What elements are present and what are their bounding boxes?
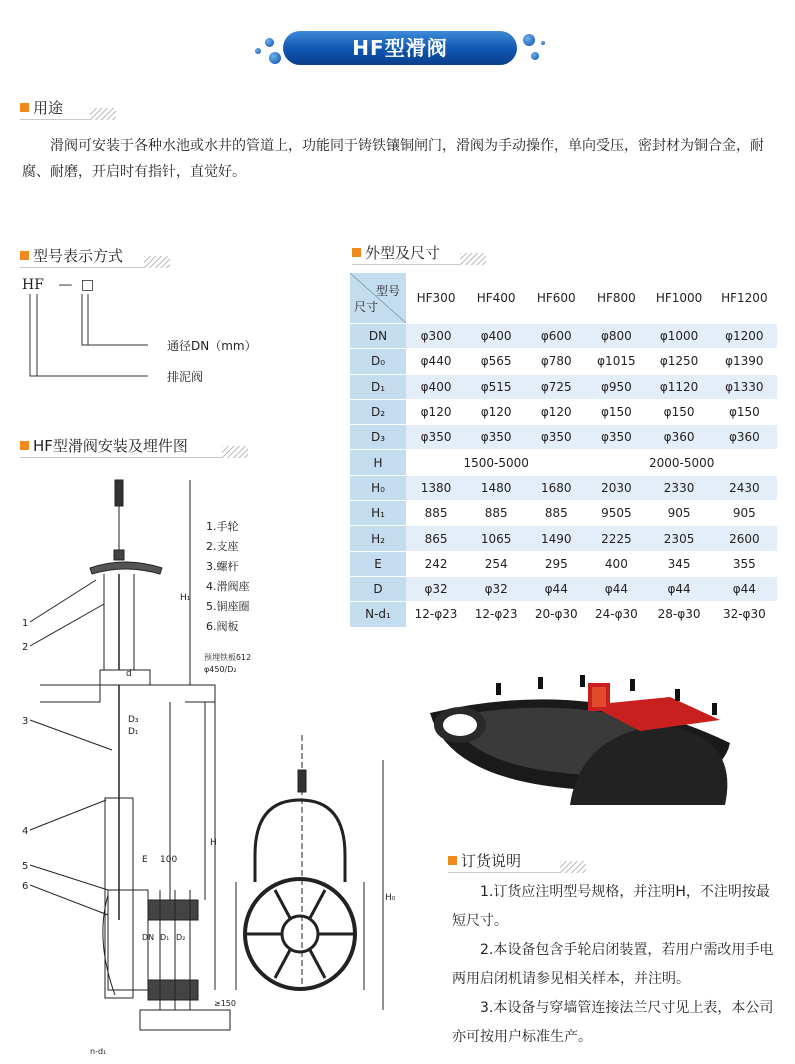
table-cell: 885: [526, 501, 586, 526]
table-header-row: [350, 273, 777, 324]
section-usage-header: [20, 98, 108, 118]
table-row: [350, 602, 777, 627]
table-cell: φ1330: [712, 374, 777, 399]
dim-nd1: n-d₁: [90, 1047, 107, 1056]
dim-d3: D₃: [128, 715, 139, 725]
table-cell: φ1200: [712, 324, 777, 349]
dim-150: ≥150: [214, 999, 236, 1008]
table-cell: 295: [526, 551, 586, 576]
ordering-item-2: 2.本设备包含手轮启闭装置，若用户需改用手电两用启闭机请参见相关样本，并注明。: [452, 942, 774, 987]
row-label: E: [350, 551, 406, 576]
table-cell: φ515: [466, 374, 526, 399]
table-cell: φ360: [712, 425, 777, 450]
callout-6: 6: [22, 881, 29, 892]
dim-e: E: [142, 855, 148, 865]
hatch-decor: [222, 446, 248, 458]
table-cell: φ350: [526, 425, 586, 450]
dim-d1: D₁: [128, 727, 139, 737]
callout-5: 5: [22, 861, 29, 872]
plate-note: 预埋铁板δ12: [204, 653, 252, 662]
table-cell: 1480: [466, 475, 526, 500]
table-cell: 905: [712, 501, 777, 526]
page-title: HF型滑阀: [352, 36, 448, 60]
table-cell: φ350: [466, 425, 526, 450]
dim-h0: H₀: [385, 893, 396, 903]
section-model-title: 型号表示方式: [33, 247, 124, 265]
notation-prefix: HF: [22, 277, 44, 293]
section-ordering-title: 订货说明: [461, 852, 522, 870]
plate-dim: φ450/D₂: [204, 665, 237, 674]
row-label: H₀: [350, 475, 406, 500]
table-cell: 885: [406, 501, 466, 526]
table-cell: φ32: [466, 576, 526, 601]
ordering-item-3: 3.本设备与穿墙管连接法兰尺寸见上表，本公司亦可按用户标准生产。: [452, 1000, 774, 1045]
row-label: D₃: [350, 425, 406, 450]
callout-1: 1: [22, 618, 29, 629]
table-cell: 1380: [406, 475, 466, 500]
table-cell: φ1120: [646, 374, 711, 399]
table-cell: φ120: [526, 399, 586, 424]
table-cell-merged: 2000-5000: [586, 450, 777, 475]
dim-d1-b: D₁: [160, 933, 170, 942]
table-cell: 12-φ23: [406, 602, 466, 627]
label-dn: 通径DN（mm）: [167, 339, 257, 353]
table-corner-cell: [350, 273, 406, 324]
row-label: N-d₁: [350, 602, 406, 627]
table-cell: 2330: [646, 475, 711, 500]
table-cell: 2305: [646, 526, 711, 551]
table-cell: 355: [712, 551, 777, 576]
title-banner: [255, 26, 545, 70]
row-label: DN: [350, 324, 406, 349]
bullet-square: [448, 856, 457, 865]
table-cell: φ1250: [646, 349, 711, 374]
section-model-header: [20, 246, 166, 266]
divider: [448, 872, 560, 873]
dim-d: d: [126, 669, 132, 679]
section-install-header: [20, 436, 248, 456]
table-cell: φ44: [646, 576, 711, 601]
hatch-decor: [144, 256, 170, 268]
table-cell: 2030: [586, 475, 646, 500]
section-dimensions-title: 外型及尺寸: [365, 244, 441, 262]
table-cell: φ300: [406, 324, 466, 349]
callout-3: 3: [22, 716, 29, 727]
table-cell: 1490: [526, 526, 586, 551]
table-cell: 9505: [586, 501, 646, 526]
column-header: HF1200: [712, 273, 777, 324]
table-cell: φ350: [406, 425, 466, 450]
table-row: [350, 374, 777, 399]
table-row: [350, 526, 777, 551]
decor-dot: [265, 38, 274, 47]
table-cell: 254: [466, 551, 526, 576]
divider: [352, 264, 460, 265]
table-cell: φ1000: [646, 324, 711, 349]
table-cell: φ150: [646, 399, 711, 424]
row-label: H₁: [350, 501, 406, 526]
table-cell: 865: [406, 526, 466, 551]
table-cell: 400: [586, 551, 646, 576]
legend-item-5: 5.铜座圈: [206, 600, 250, 613]
bullet-square: [20, 251, 29, 260]
table-row: [350, 349, 777, 374]
table-cell: 2225: [586, 526, 646, 551]
table-cell: φ600: [526, 324, 586, 349]
legend-item-6: 6.阀板: [206, 620, 239, 633]
section-install-title: HF型滑阀安装及埋件图: [33, 437, 188, 455]
column-header: HF1000: [646, 273, 711, 324]
table-cell: φ350: [586, 425, 646, 450]
hatch-decor: [90, 108, 116, 120]
table-row: [350, 501, 777, 526]
row-label: H₂: [350, 526, 406, 551]
row-label: D₂: [350, 399, 406, 424]
usage-text: 滑阀可安装于各种水池或水井的管道上，功能同于铸铁镶铜闸门，滑阀为手动操作，单向受压，密封材为铜合金，耐腐、耐磨，开启时有指针，直觉好。: [22, 138, 764, 180]
table-row: [350, 399, 777, 424]
table-cell: φ400: [406, 374, 466, 399]
hatch-decor: [560, 861, 586, 873]
bullet-square: [20, 103, 29, 112]
dim-d2: D₂: [176, 933, 186, 942]
column-header: HF600: [526, 273, 586, 324]
table-cell: 28-φ30: [646, 602, 711, 627]
section-ordering-header: [448, 851, 586, 871]
table-row: [350, 324, 777, 349]
table-cell: 905: [646, 501, 711, 526]
callout-4: 4: [22, 826, 29, 837]
dimensions-table: [350, 273, 777, 628]
divider: [20, 457, 222, 458]
table-row: [350, 475, 777, 500]
dim-dn: DN: [142, 933, 155, 942]
corner-size-label: 尺寸: [354, 300, 379, 314]
table-cell: φ1015: [586, 349, 646, 374]
table-cell: φ120: [406, 399, 466, 424]
bullet-square: [20, 441, 29, 450]
callout-2: 2: [22, 642, 29, 653]
table-cell-merged: 1500-5000: [406, 450, 586, 475]
table-cell: φ32: [406, 576, 466, 601]
table-cell: 242: [406, 551, 466, 576]
column-header: HF400: [466, 273, 526, 324]
hatch-decor: [460, 253, 486, 265]
column-header: HF300: [406, 273, 466, 324]
table-cell: φ800: [586, 324, 646, 349]
legend-item-2: 2.支座: [206, 540, 239, 553]
decor-dot: [531, 52, 539, 60]
column-header: HF800: [586, 273, 646, 324]
decor-dot: [523, 34, 535, 46]
decor-dot: [269, 52, 281, 64]
row-label: H: [350, 450, 406, 475]
table-cell: 885: [466, 501, 526, 526]
section-dimensions-header: [352, 243, 484, 263]
decor-dot: [255, 48, 261, 54]
table-cell: φ44: [712, 576, 777, 601]
table-cell: φ150: [712, 399, 777, 424]
table-cell: φ120: [466, 399, 526, 424]
table-row: [350, 450, 777, 475]
table-cell: φ44: [586, 576, 646, 601]
row-label: D₀: [350, 349, 406, 374]
dim-h: H: [210, 838, 217, 848]
row-label: D₁: [350, 374, 406, 399]
table-cell: 24-φ30: [586, 602, 646, 627]
table-cell: φ780: [526, 349, 586, 374]
label-type: 排泥阀: [167, 370, 204, 384]
table-cell: 1680: [526, 475, 586, 500]
notation-box: □: [80, 277, 95, 293]
ordering-notes: [452, 878, 782, 1052]
legend-item-3: 3.螺杆: [206, 560, 239, 573]
table-row: [350, 425, 777, 450]
product-photo: [420, 665, 750, 805]
divider: [20, 267, 144, 268]
legend-item-1: 1.手轮: [206, 520, 239, 533]
ordering-item-1: 1.订货应注明型号规格，并注明H，不注明按最短尺寸。: [452, 884, 770, 929]
dim-100: 100: [160, 855, 178, 865]
legend-item-4: 4.滑阀座: [206, 580, 250, 593]
table-cell: φ150: [586, 399, 646, 424]
table-cell: 32-φ30: [712, 602, 777, 627]
table-cell: 12-φ23: [466, 602, 526, 627]
table-cell: φ950: [586, 374, 646, 399]
notation-dash: —: [58, 277, 73, 293]
dim-h1: H₁: [180, 593, 191, 603]
table-row: [350, 551, 777, 576]
table-cell: φ44: [526, 576, 586, 601]
table-cell: 20-φ30: [526, 602, 586, 627]
table-cell: 2430: [712, 475, 777, 500]
table-cell: 1065: [466, 526, 526, 551]
section-usage-title: 用途: [33, 99, 64, 117]
table-cell: φ725: [526, 374, 586, 399]
table-cell: φ1390: [712, 349, 777, 374]
divider: [20, 119, 90, 120]
table-cell: φ400: [466, 324, 526, 349]
row-label: D: [350, 576, 406, 601]
table-cell: φ360: [646, 425, 711, 450]
table-cell: φ440: [406, 349, 466, 374]
table-row: [350, 576, 777, 601]
decor-dot: [541, 41, 545, 45]
bullet-square: [352, 248, 361, 257]
corner-model-label: 型号: [375, 284, 400, 298]
table-cell: 2600: [712, 526, 777, 551]
table-cell: 345: [646, 551, 711, 576]
table-cell: φ565: [466, 349, 526, 374]
